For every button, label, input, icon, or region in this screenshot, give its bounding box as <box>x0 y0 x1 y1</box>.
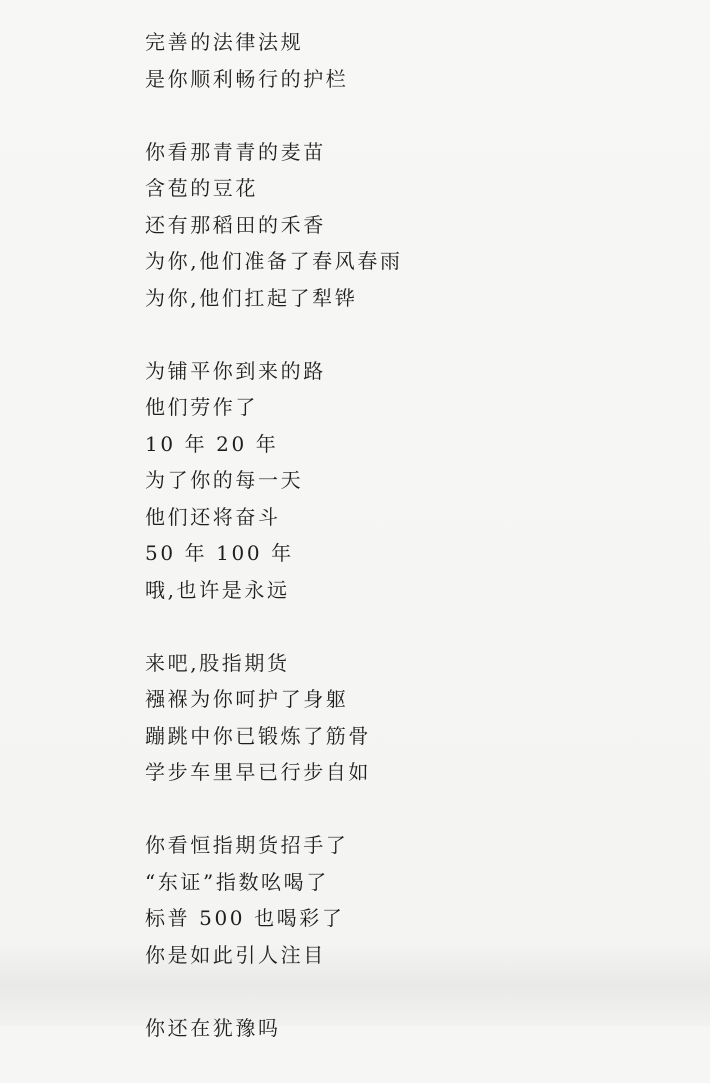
poem-line: “东证”指数吆喝了 <box>145 869 329 894</box>
poem-line: 你看那青青的麦苗 <box>145 139 326 164</box>
stanza-1 <box>145 24 685 97</box>
stanza-6 <box>145 1010 685 1047</box>
poem-line: 还有那稻田的禾香 <box>145 212 326 237</box>
stanza-3 <box>145 353 685 609</box>
poem-line: 哦,也许是永远 <box>145 577 290 602</box>
poem-line: 标普 500 也喝彩了 <box>145 906 345 930</box>
poem-line: 来吧,股指期货 <box>145 650 290 675</box>
poem-line: 你看恒指期货招手了 <box>145 833 349 857</box>
poem-line: 你是如此引人注目 <box>145 942 326 967</box>
poem-line: 他们还将奋斗 <box>145 504 281 529</box>
poem-body <box>145 24 685 1083</box>
poem-line: 10 年 20 年 <box>145 431 279 456</box>
stanza-5 <box>145 827 685 973</box>
poem-line: 完善的法律法规 <box>145 30 304 54</box>
poem-line: 含苞的豆花 <box>145 176 258 200</box>
poem-line: 为你,他们扛起了犁铧 <box>145 285 358 310</box>
poem-line: 襁褓为你呵护了身躯 <box>145 687 349 711</box>
poem-line: 你还在犹豫吗 <box>145 1015 281 1040</box>
poem-line: 他们劳作了 <box>145 395 258 419</box>
poem-line: 为铺平你到来的路 <box>145 358 326 383</box>
poem-line: 是你顺利畅行的护栏 <box>145 66 349 91</box>
stanza-4 <box>145 645 685 791</box>
poem-line: 为了你的每一天 <box>145 468 304 492</box>
poem-line: 学步车里早已行步自如 <box>145 760 371 784</box>
poem-line: 50 年 100 年 <box>145 541 294 565</box>
stanza-2 <box>145 134 685 317</box>
poem-line: 为你,他们准备了春风春雨 <box>145 249 403 273</box>
poem-line: 蹦跳中你已锻炼了筋骨 <box>145 723 371 748</box>
